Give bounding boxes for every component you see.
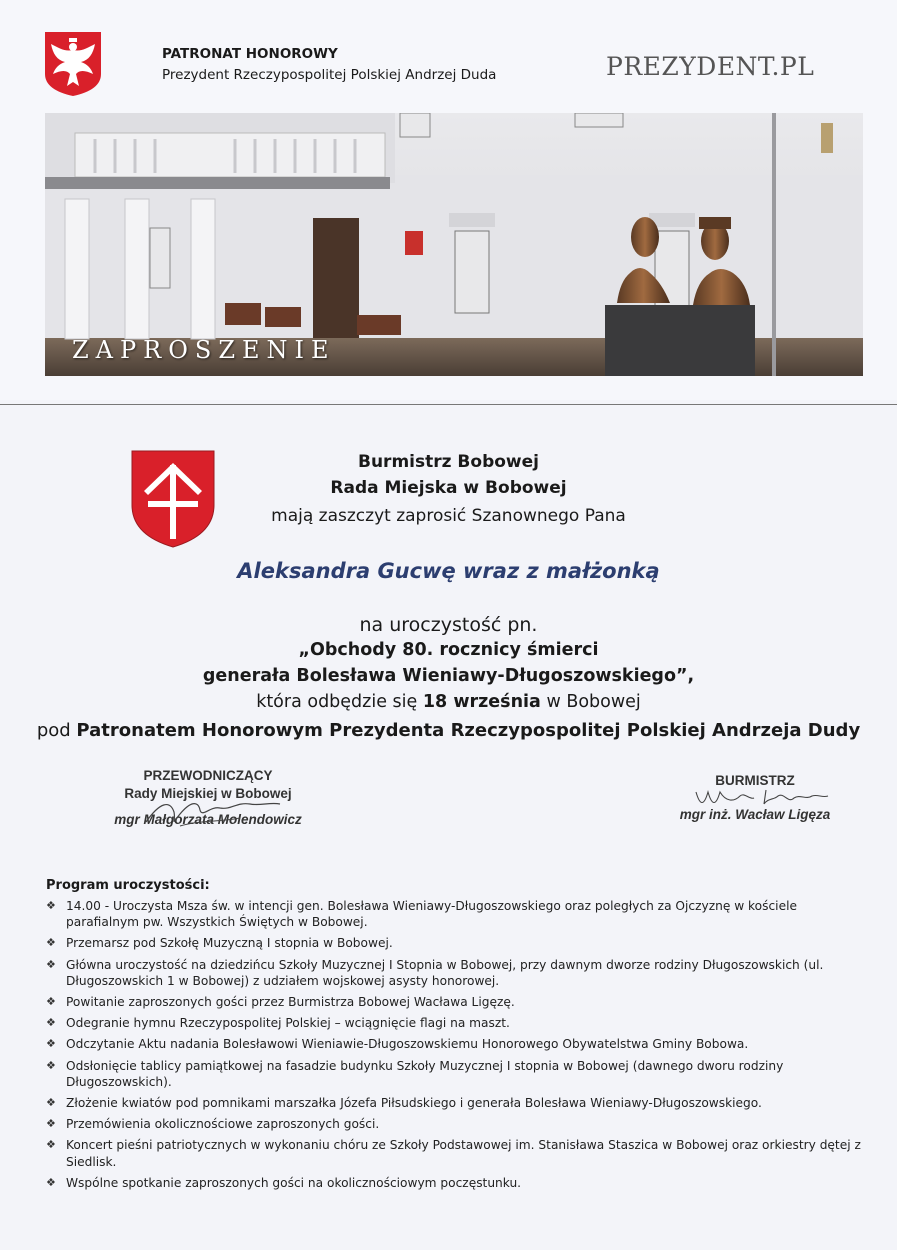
prezydent-logo: PREZYDENT.PL xyxy=(606,52,815,81)
fold-line xyxy=(0,404,897,405)
mayor-handwritten-signature xyxy=(692,782,832,810)
list-item: ❖ Odczytanie Aktu nadania Bolesławowi Wieniawie-Długoszowskiemu Honorowego Obywatelstwa Gminy Bobowa. xyxy=(46,1037,749,1052)
host-rada: Rada Miejska w Bobowej xyxy=(330,478,567,498)
list-item: ❖ Złożenie kwiatów pod pomnikami marszałka Józefa Piłsudskiego i generała Bolesława Wieniawy-Długoszowskiego. xyxy=(46,1096,762,1111)
event-name-line2: generała Bolesława Wieniawy-Długoszowskiego”, xyxy=(202,666,695,686)
date-pre: która odbędzie się xyxy=(256,692,418,712)
bullet-icon: ❖ xyxy=(46,899,56,912)
list-item: ❖ Główna uroczystość na dziedzińcu Szkoły Muzycznej I Stopnia w Bobowej, przy dawnym dworze rodziny Długoszowskich (ul. Długoszowskich 1 w Bobowej) z udziałem wojskowej asysty honorowej. xyxy=(46,957,824,988)
event-date: 18 września xyxy=(422,692,541,712)
list-item: ❖ Przemarsz pod Szkołę Muzyczną I stopnia w Bobowej. xyxy=(46,936,393,951)
bullet-icon: ❖ xyxy=(46,1037,56,1051)
patronage-header xyxy=(162,44,496,86)
chairwoman-title: PRZEWODNICZĄCY xyxy=(143,768,273,783)
date-post: w Bobowej xyxy=(546,692,641,712)
bullet-icon: ❖ xyxy=(46,1016,56,1030)
bullet-icon: ❖ xyxy=(46,995,56,1009)
patronage-subtitle: Prezydent Rzeczypospolitej Polskiej Andrzej Duda xyxy=(162,67,497,83)
event-name-line1: „Obchody 80. rocznicy śmierci xyxy=(298,640,599,660)
mayor-title: BURMISTRZ xyxy=(715,773,795,788)
mayor-name: mgr inż. Wacław Ligęza xyxy=(679,807,831,822)
patronage-line xyxy=(0,720,897,741)
chairwoman-name: mgr Małgorzata Molendowicz xyxy=(114,812,302,827)
invitation-title: ZAPROSZENIE xyxy=(72,336,336,364)
patronage-title: PATRONAT HONOROWY xyxy=(162,46,338,62)
patronage-pre: pod xyxy=(36,720,71,741)
event-date-line xyxy=(0,692,897,712)
chairwoman-council: Rady Miejskiej w Bobowej xyxy=(124,786,292,801)
polish-eagle-emblem xyxy=(43,30,103,98)
host-burmistrz: Burmistrz Bobowej xyxy=(358,452,539,472)
bullet-icon: ❖ xyxy=(46,936,56,950)
list-item: ❖ 14.00 - Uroczysta Msza św. w intencji gen. Bolesława Wieniawy-Długoszowskiego oraz poległych za Ojczyznę w kościele parafialnym pw. Wszystkich Świętych w Bobowej. xyxy=(46,899,797,930)
patronage-text: Patronatem Honorowym Prezydenta Rzeczypospolitej Polskiej Andrzeja Dudy xyxy=(76,720,861,741)
event-intro: na uroczystość pn. xyxy=(359,614,538,636)
list-item: ❖ Odsłonięcie tablicy pamiątkowej na fasadzie budynku Szkoły Muzycznej I stopnia w Bobowej (dawnego dworu rodziny Długoszowskich). xyxy=(46,1058,784,1089)
list-item: ❖ Odegranie hymnu Rzeczypospolitej Polskiej – wciągnięcie flagi na maszt. xyxy=(46,1016,510,1031)
invitation-cover xyxy=(0,0,897,400)
chairwoman-handwritten-signature xyxy=(140,792,290,832)
list-item: ❖ Koncert pieśni patriotycznych w wykonaniu chóru ze Szkoły Podstawowej im. Stanisława Staszica w Bobowej oraz orkiestry dętej z Siedlisk. xyxy=(46,1138,861,1169)
program-list xyxy=(46,898,868,1196)
bullet-icon: ❖ xyxy=(46,1175,56,1189)
list-item: ❖ Powitanie zaproszonych gości przez Burmistrza Bobowej Wacława Ligęzę. xyxy=(46,995,515,1010)
bullet-icon: ❖ xyxy=(46,1058,56,1072)
program-title: Program uroczystości: xyxy=(46,878,210,893)
bullet-icon: ❖ xyxy=(46,1096,56,1110)
bullet-icon: ❖ xyxy=(46,1138,56,1152)
bullet-icon: ❖ xyxy=(46,957,56,971)
list-item: ❖ Wspólne spotkanie zaproszonych gości na okolicznościowym poczęstunku. xyxy=(46,1175,522,1190)
invite-intro: mają zaszczyt zaprosić Szanownego Pana xyxy=(271,506,626,526)
bullet-icon: ❖ xyxy=(46,1117,56,1131)
guest-name: Aleksandra Gucwę wraz z małżonką xyxy=(237,559,660,583)
list-item: ❖ Przemówienia okolicznościowe zaproszonych gości. xyxy=(46,1117,380,1132)
